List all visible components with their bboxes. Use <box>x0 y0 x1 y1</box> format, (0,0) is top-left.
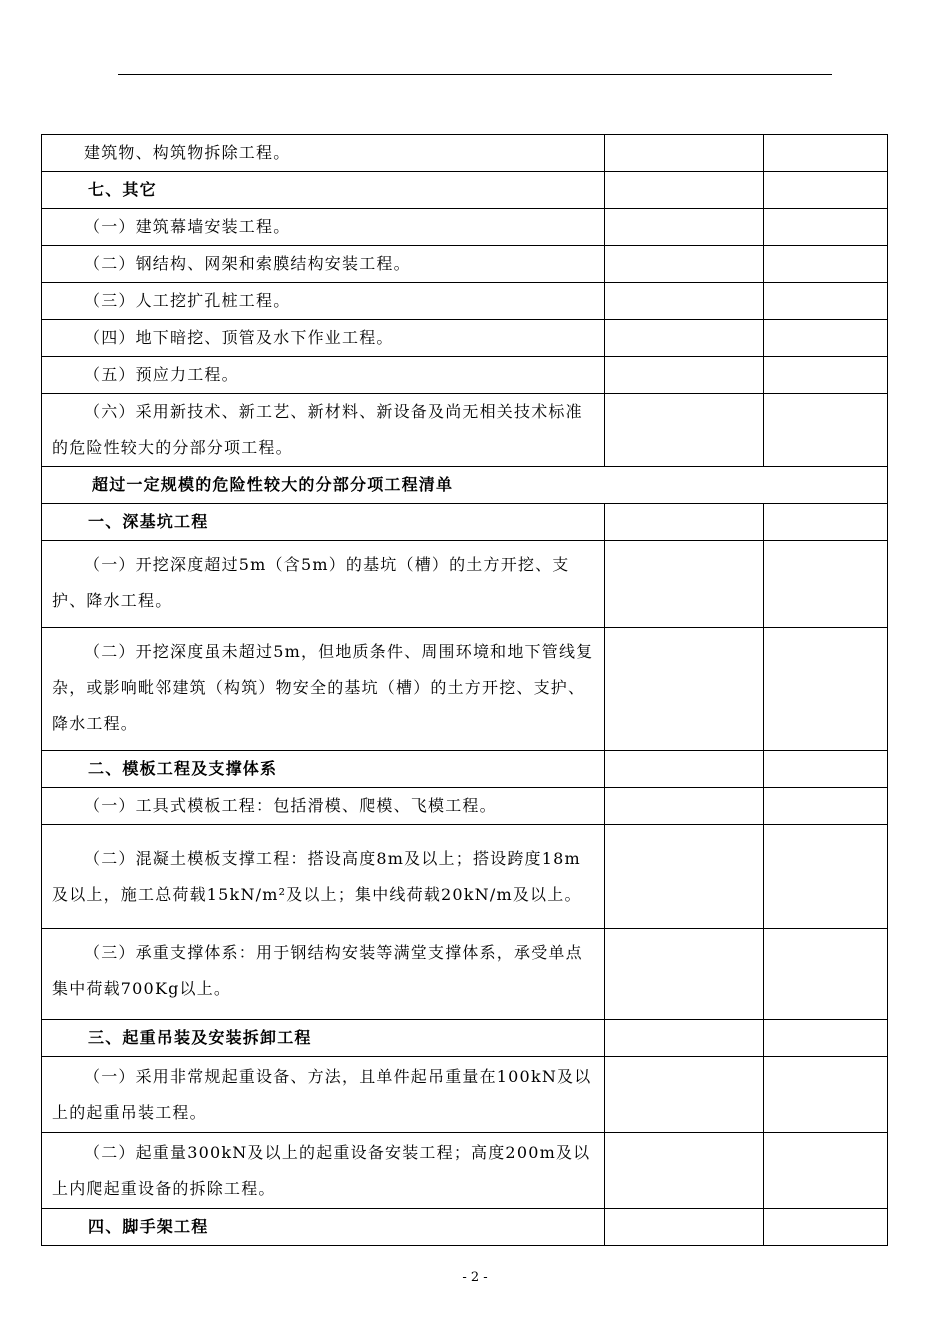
row-text: （一）建筑幕墙安装工程。 <box>42 209 605 246</box>
row-cell-2 <box>605 394 764 467</box>
row-text: （一）开挖深度超过5m（含5m）的基坑（槽）的土方开挖、支护、降水工程。 <box>42 541 605 628</box>
row-cell-3 <box>764 172 888 209</box>
row-cell-3 <box>764 1020 888 1057</box>
row-cell-3 <box>764 825 888 929</box>
table-row <box>42 929 888 1020</box>
row-cell-2 <box>605 825 764 929</box>
table-row <box>42 209 888 246</box>
list-title: 超过一定规模的危险性较大的分部分项工程清单 <box>42 467 888 504</box>
row-cell-2 <box>605 172 764 209</box>
row-cell-2 <box>605 541 764 628</box>
row-cell-3 <box>764 751 888 788</box>
section-row <box>42 172 888 209</box>
row-cell-2 <box>605 628 764 751</box>
row-cell-3 <box>764 1209 888 1246</box>
row-cell-2 <box>605 246 764 283</box>
row-cell-2 <box>605 504 764 541</box>
row-text: （一）工具式模板工程：包括滑模、爬模、飞模工程。 <box>42 788 605 825</box>
table-row <box>42 788 888 825</box>
table-row <box>42 541 888 628</box>
row-cell-2 <box>605 283 764 320</box>
row-text: （二）开挖深度虽未超过5m，但地质条件、周围环境和地下管线复杂，或影响毗邻建筑（构筑）物安全的基坑（槽）的土方开挖、支护、降水工程。 <box>42 628 605 751</box>
table-row <box>42 357 888 394</box>
header-rule <box>118 74 832 75</box>
row-text: （五）预应力工程。 <box>42 357 605 394</box>
row-cell-2 <box>605 357 764 394</box>
table-row <box>42 394 888 467</box>
row-cell-3 <box>764 283 888 320</box>
table-row <box>42 246 888 283</box>
project-list-table <box>41 134 888 1246</box>
section-heading: 三、起重吊装及安装拆卸工程 <box>42 1020 605 1057</box>
row-cell-2 <box>605 751 764 788</box>
row-cell-3 <box>764 788 888 825</box>
section-heading: 七、其它 <box>42 172 605 209</box>
section-row <box>42 504 888 541</box>
row-cell-3 <box>764 628 888 751</box>
table-row <box>42 628 888 751</box>
row-cell-2 <box>605 1020 764 1057</box>
row-cell-3 <box>764 1133 888 1209</box>
row-cell-3 <box>764 246 888 283</box>
row-text: 建筑物、构筑物拆除工程。 <box>42 135 605 172</box>
row-text: （三）人工挖扩孔桩工程。 <box>42 283 605 320</box>
row-cell-3 <box>764 929 888 1020</box>
row-text: （六）采用新技术、新工艺、新材料、新设备及尚无相关技术标准的危险性较大的分部分项工程。 <box>42 394 605 467</box>
table-row <box>42 320 888 357</box>
page-number: - 2 - <box>462 1270 488 1285</box>
row-cell-2 <box>605 1057 764 1133</box>
row-cell-2 <box>605 1133 764 1209</box>
section-heading: 一、深基坑工程 <box>42 504 605 541</box>
row-cell-2 <box>605 929 764 1020</box>
row-cell-3 <box>764 541 888 628</box>
section-heading: 四、脚手架工程 <box>42 1209 605 1246</box>
section-row <box>42 1020 888 1057</box>
row-cell-2 <box>605 320 764 357</box>
table-row <box>42 825 888 929</box>
table-row <box>42 1057 888 1133</box>
row-cell-2 <box>605 209 764 246</box>
row-text: （二）钢结构、网架和索膜结构安装工程。 <box>42 246 605 283</box>
table-row <box>42 1133 888 1209</box>
table-row <box>42 135 888 172</box>
row-cell-3 <box>764 394 888 467</box>
row-cell-3 <box>764 209 888 246</box>
section-heading: 二、模板工程及支撑体系 <box>42 751 605 788</box>
row-cell-3 <box>764 1057 888 1133</box>
row-text: （三）承重支撑体系：用于钢结构安装等满堂支撑体系，承受单点集中荷载700Kg以上。 <box>42 929 605 1020</box>
list-title-row <box>42 467 888 504</box>
row-cell-2 <box>605 135 764 172</box>
row-cell-3 <box>764 357 888 394</box>
row-cell-3 <box>764 504 888 541</box>
table-row <box>42 283 888 320</box>
row-cell-3 <box>764 135 888 172</box>
section-row <box>42 1209 888 1246</box>
section-row <box>42 751 888 788</box>
row-cell-3 <box>764 320 888 357</box>
row-cell-2 <box>605 1209 764 1246</box>
row-text: （一）采用非常规起重设备、方法，且单件起吊重量在100kN及以上的起重吊装工程。 <box>42 1057 605 1133</box>
row-cell-2 <box>605 788 764 825</box>
row-text: （二）起重量300kN及以上的起重设备安装工程；高度200m及以上内爬起重设备的拆除工程。 <box>42 1133 605 1209</box>
row-text: （四）地下暗挖、顶管及水下作业工程。 <box>42 320 605 357</box>
row-text: （二）混凝土模板支撑工程：搭设高度8m及以上；搭设跨度18m及以上，施工总荷载15kN/m²及以上；集中线荷载20kN/m及以上。 <box>42 825 605 929</box>
